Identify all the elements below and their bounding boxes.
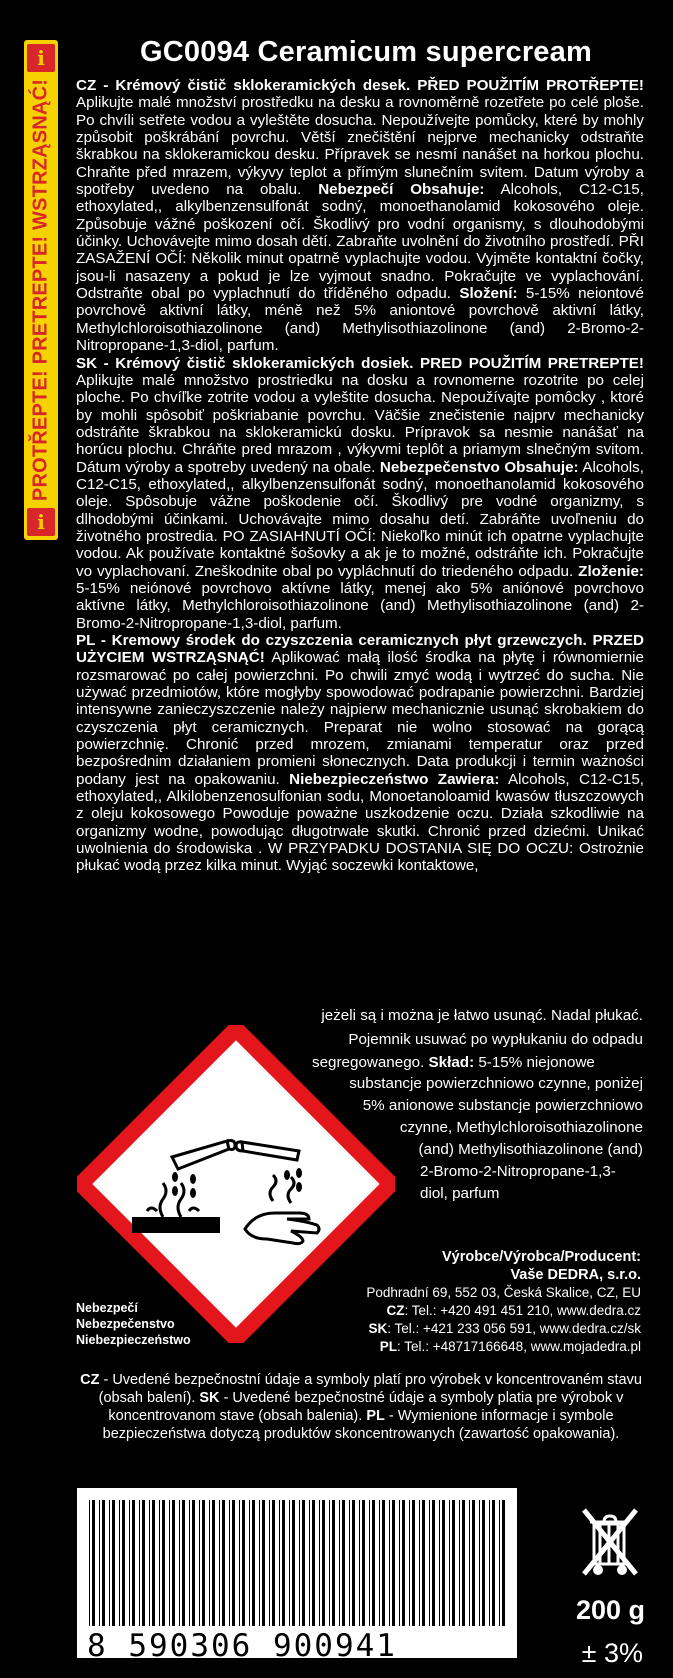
barcode-bar xyxy=(382,1500,385,1626)
barcode-bar xyxy=(169,1500,170,1626)
barcode-bar xyxy=(249,1500,250,1626)
barcode-bar xyxy=(442,1500,445,1626)
barcode-bar xyxy=(359,1500,360,1626)
barcode-bar xyxy=(289,1500,290,1626)
sk-lead: SK - Krémový čistič sklokeramických dosiek. PRED POUŽITÍM PRETREPTE! xyxy=(76,354,644,372)
barcode-bar xyxy=(129,1500,130,1626)
barcode-bar xyxy=(159,1500,160,1626)
pl-text-line: diol, parfum xyxy=(420,1185,500,1202)
producer-info xyxy=(366,1248,641,1356)
barcode-bar xyxy=(179,1500,180,1626)
barcode-bar xyxy=(112,1500,115,1626)
barcode-bar xyxy=(502,1500,505,1626)
barcode-bar xyxy=(342,1500,345,1626)
barcode-bar xyxy=(369,1500,370,1626)
barcode-bar xyxy=(439,1500,440,1626)
barcode-bar xyxy=(379,1500,380,1626)
barcode-bar xyxy=(419,1500,420,1626)
barcode xyxy=(77,1488,517,1664)
barcode-bar xyxy=(92,1500,95,1626)
label-body-text xyxy=(76,77,644,875)
pl-lead: PL - Kremowy środek do czyszczenia ceramicznych płyt grzewczych. PRZED UŻYCIEM WSTRZĄSNĄĆ! xyxy=(76,632,644,667)
barcode-bar xyxy=(259,1500,260,1626)
pl-section: PL - Kremowy środek do czyszczenia ceramicznych płyt grzewczych. PRZED UŻYCIEM WSTRZĄSNĄĆ! Aplikować małą ilość środka na płytę i równomiernie rozsmarować po całej powierzchni. Po chwili zmyć wodą i wytrzeć do sucha. Nie używać przedmiotów, które mogłyby spowodować podrapanie powierzchni. Bardziej intensywne zanieczyszczenie należy najpierw mechanicznie usunąć skrobakiem do czyszczenia płyt ceramicznych. Preparat nie wolno stosować na gorącą powierzchnię. Chronić przed mrozem, zmianami temperatur oraz przed bezpośrednim działaniem promieni słonecznych. Data produkcji i termin ważności podany jest na opakowaniu. Niebezpieczeństwo Zawiera: Alcohols, C12-C15, ethoxylated,, Alkilobenzenosulfonian sodu, Monoetanoloamid kwasów tłuszczowych z oleju kokosowego Powoduje poważne uszkodzenie oczu. Działa szkodliwie na organizmy wodne, powodując długotrwałe skutki. Chronić przed dziećmi. Unikać uwolnienia do środowiska . W PRZYPADKU DOSTANIA SIĘ DO OCZU: Ostrożnie płukać wodą przez kilka minut. Wyjąć soczewki kontaktowe, xyxy=(76,632,644,875)
pl-text-line: substancje powierzchniowo czynne, poniżej xyxy=(349,1075,643,1092)
barcode-bar xyxy=(269,1500,270,1626)
barcode-bar xyxy=(352,1500,355,1626)
barcode-bar xyxy=(182,1500,185,1626)
barcode-bar xyxy=(412,1500,415,1626)
barcode-bar xyxy=(402,1500,405,1626)
barcode-bar xyxy=(162,1500,165,1626)
barcode-bar xyxy=(429,1500,430,1626)
barcode-bar xyxy=(152,1500,155,1626)
product-title: GC0094 Ceramicum supercream xyxy=(140,36,592,68)
barcode-bar xyxy=(242,1500,245,1626)
signal-word-cz: Nebezpečí xyxy=(76,1301,138,1315)
barcode-bar xyxy=(212,1500,215,1626)
barcode-bar xyxy=(309,1500,310,1626)
barcode-bar xyxy=(499,1500,500,1626)
barcode-bar xyxy=(222,1500,225,1626)
producer-heading: Výrobce/Výrobca/Producent: xyxy=(441,1249,641,1265)
barcode-bar xyxy=(372,1500,375,1626)
contact-sk: SK: Tel.: +421 233 056 591, www.dedra.cz/sk xyxy=(368,1321,641,1336)
cz-section: CZ - Krémový čistič sklokeramických desek. PŘED POUŽITÍM PROTŘEPTE! Aplikujte malé množství prostředku na desku a rovnoměrně rozetřete po celé ploše. Po chvíli setřete vodou a vyleštěte dosucha. Nepoužívejte pomůcky, které by mohly způsobit poškrábání povrchu. Větší znečištění nejprve mechanicky odstraňte škrabkou na sklokeramickou desku. Přípravek se nesmí nanášet na horkou plochu. Chraňte před mrazem, výkyvy teplot a přímým slunečním svitem. Datum výroby a spotřeby uvedeno na obalu. Nebezpečí Obsahuje: Alcohols, C12-C15, ethoxylated,, alkylbenzensulfonát sodný, monoethanolamid kokosového oleje. Způsobuje vážné poškození očí. Škodlivý pro vodní organismy, s dlouhodobými účinky. Uchovávejte mimo dosah dětí. Zabraňte uvolnění do životního prostředí. PŘI ZASAŽENÍ OČÍ: Několik minut opatrně vyplachujte vodou. Vyjměte kontaktní čočky, jsou-li nasazeny a pokud je lze vyjmout snadno. Pokračujte ve vyplachování. Odstraňte obal po vyplachnutí do tříděného odpadu. Složení: 5-15% neiontové povrchově aktivní látky, méně než 5% aniontové povrchově aktivní látky, Methylchloroisothiazolinone (and) Methylisothiazolinone (and) 2-Bromo-2-Nitropropane-1,3-diol, parfum. xyxy=(76,77,644,355)
barcode-bar xyxy=(472,1500,475,1626)
barcode-bar xyxy=(452,1500,455,1626)
barcode-bar xyxy=(322,1500,325,1626)
barcode-bar xyxy=(132,1500,135,1626)
barcode-bar xyxy=(109,1500,110,1626)
signal-word-sk: Nebezpečenstvo xyxy=(76,1317,175,1331)
pl-text-line: jeżeli są i można je łatwo usunąć. Nadal płukać. xyxy=(321,1007,643,1024)
barcode-bar xyxy=(302,1500,305,1626)
barcode-bar xyxy=(139,1500,140,1626)
barcode-bar xyxy=(349,1500,350,1626)
barcode-bar xyxy=(312,1500,315,1626)
barcode-bar xyxy=(172,1500,175,1626)
barcode-bar xyxy=(99,1500,100,1626)
barcode-bar xyxy=(449,1500,450,1626)
cz-lead: CZ - Krémový čistič sklokeramických desek. PŘED POUŽITÍM PROTŘEPTE! xyxy=(76,77,644,94)
barcode-bar xyxy=(292,1500,295,1626)
barcode-bar xyxy=(489,1500,490,1626)
pl-text-line: segregowanego. Skład: 5-15% niejonowe xyxy=(312,1054,595,1071)
barcode-bar xyxy=(362,1500,365,1626)
shake-warning-text: PROTŘEPTE! PRETREPTE! WSTRZĄSNĄĆ! xyxy=(29,78,52,502)
barcode-bar xyxy=(409,1500,410,1626)
info-icon: i xyxy=(27,44,55,72)
barcode-bar xyxy=(102,1500,105,1626)
barcode-bar xyxy=(469,1500,470,1626)
barcode-bar xyxy=(202,1500,205,1626)
barcode-bar xyxy=(89,1500,90,1626)
barcode-bar xyxy=(239,1500,240,1626)
producer-address: Podhradní 69, 552 03, Česká Skalice, CZ, EU xyxy=(366,1285,641,1300)
crossed-out-bin-icon xyxy=(578,1500,642,1580)
barcode-bar xyxy=(219,1500,220,1626)
barcode-bar xyxy=(462,1500,465,1626)
barcode-bar xyxy=(332,1500,335,1626)
pl-text-line: czynne, Methylchloroisothiazolinone xyxy=(399,1119,643,1136)
barcode-bar xyxy=(192,1500,195,1626)
barcode-bar xyxy=(329,1500,330,1626)
contact-cz: CZ: Tel.: +420 491 451 210, www.dedra.cz xyxy=(386,1303,641,1318)
barcode-bar xyxy=(199,1500,200,1626)
pl-text-line: (and) Methylisothiazolinone (and) xyxy=(418,1141,643,1158)
barcode-bar xyxy=(142,1500,145,1626)
barcode-bar xyxy=(279,1500,280,1626)
barcode-bar xyxy=(422,1500,425,1626)
barcode-bar xyxy=(482,1500,485,1626)
barcode-bar xyxy=(339,1500,340,1626)
barcode-bar xyxy=(282,1500,285,1626)
barcode-bar xyxy=(492,1500,495,1626)
barcode-bar xyxy=(122,1500,125,1626)
barcode-bars xyxy=(77,1488,517,1628)
pl-text-line: 2-Bromo-2-Nitropropane-1,3- xyxy=(420,1163,616,1180)
barcode-bar xyxy=(272,1500,275,1626)
barcode-bar xyxy=(119,1500,120,1626)
weight-tolerance: ± 3% xyxy=(581,1638,643,1668)
signal-words xyxy=(76,1300,191,1348)
barcode-bar xyxy=(319,1500,320,1626)
barcode-bar xyxy=(392,1500,395,1626)
barcode-bar xyxy=(209,1500,210,1626)
barcode-bar xyxy=(389,1500,390,1626)
safety-note: CZ - Uvedené bezpečnostní údaje a symboly platí pro výrobek v koncentrovaném stavu (obsah balení). SK - Uvedené bezpečnostné údaje a symboly platia pre výrobok v koncentrovanom stave (obsah balenia). PL - Wymienione informacje i symbole bezpieczeństwa dotyczą produktów skoncentrowanych (zawartość opakowania). xyxy=(80,1372,642,1442)
barcode-bar xyxy=(229,1500,230,1626)
barcode-bar xyxy=(299,1500,300,1626)
barcode-bar xyxy=(459,1500,460,1626)
warning-strip xyxy=(24,40,58,540)
info-icon: i xyxy=(27,508,55,536)
producer-company: Vaše DEDRA, s.r.o. xyxy=(510,1267,641,1283)
net-weight: 200 g xyxy=(575,1595,645,1625)
barcode-bar xyxy=(399,1500,400,1626)
barcode-bar xyxy=(252,1500,255,1626)
barcode-digits: 8 590306 900941 xyxy=(87,1628,397,1664)
barcode-bar xyxy=(432,1500,435,1626)
corrosion-pictogram xyxy=(77,1025,395,1343)
contact-pl: PL: Tel.: +48717166648, www.mojadedra.pl xyxy=(379,1339,641,1354)
sk-section: SK - Krémový čistič sklokeramických dosiek. PRED POUŽITÍM PRETREPTE! Aplikujte malé množstvo prostriedku na dosku a rovnomerne rozotrite po celej ploche. Po chvíľke zotrite vodou a vyleštite dosucha. Nepoužívajte pomôcky , ktoré by mohli spôsobiť poškriabanie povrchu. Väčšie znečistenie najprv mechanicky odstráňte škrabkou na sklokeramickú dosku. Prípravok sa nesmie nanášať na horúcu plochu. Chráňte pred mrazom , výkyvmi teplôt a priamym slnečným svitom. Dátum výroby a spotreby uvedený na obale. Nebezpečenstvo Obsahuje: Alcohols, C12-C15, ethoxylated,, alkylbenzensulfonát sodný, monoethanolamid kokosového oleje. Spôsobuje vážne poškodenie očí. Škodlivý pre vodné organizmy, s dlhodobými účinkami. Uchovávajte mimo dosahu detí. Zabráňte uvoľneniu do životného prostredia. PO ZASIAHNUTÍ OČÍ: Niekoľko minút ich opatrne vyplachujte vodou. Ak používate kontaktné šošovky a ak je to možné, odstráňte ich. Pokračujte vo vyplachovaní. Zneškodnite obal po vypláchnutí do triedeného odpadu. Zloženie: 5-15% neiónové povrchovo aktívne látky, menej ako 5% aniónové povrchovo aktívne látky, Methylchloroisothiazolinone (and) Methylisothiazolinone (and) 2-Bromo-2-Nitropropane-1,3-diol, parfum. xyxy=(76,354,644,632)
barcode-bar xyxy=(479,1500,480,1626)
barcode-bar xyxy=(149,1500,150,1626)
barcode-bar xyxy=(262,1500,265,1626)
signal-word-pl: Niebezpieczeństwo xyxy=(76,1333,191,1347)
barcode-bar xyxy=(189,1500,190,1626)
pl-text-line: Pojemnik usuwać po wypłukaniu do odpadu xyxy=(348,1031,643,1048)
barcode-bar xyxy=(232,1500,235,1626)
pl-text-line: 5% anionowe substancje powierzchniowo xyxy=(362,1097,643,1114)
